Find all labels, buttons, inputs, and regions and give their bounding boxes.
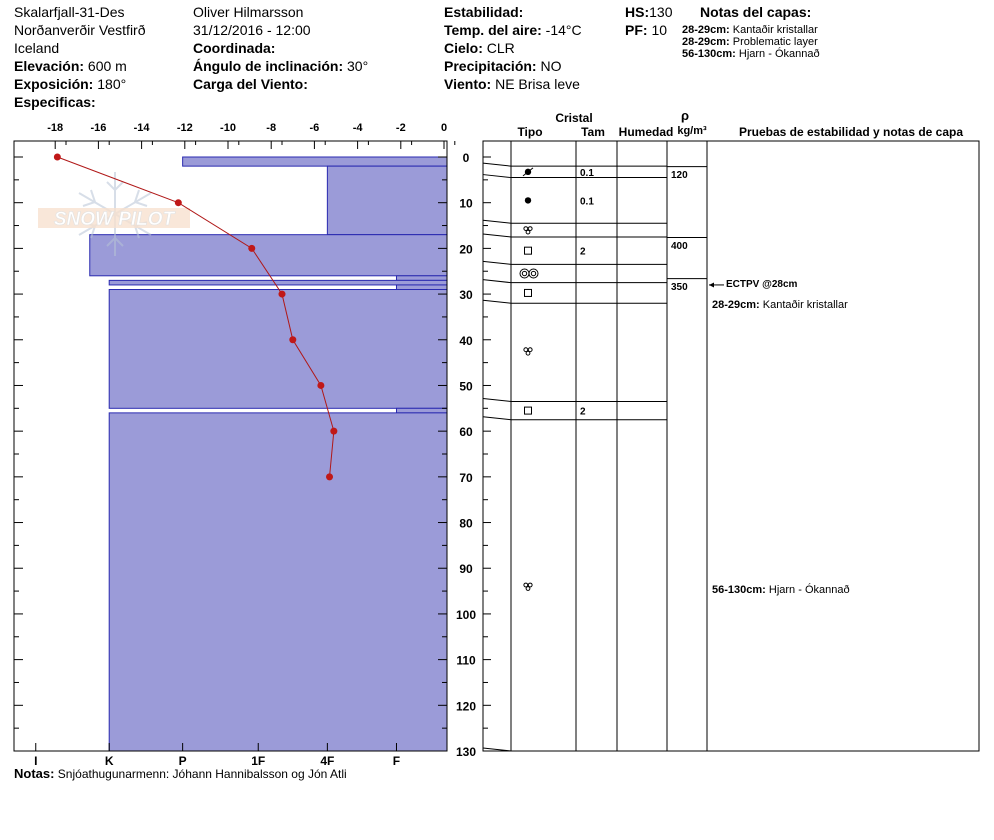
temperature-tick-label: -18 [47, 122, 64, 134]
temperature-point [279, 291, 286, 298]
density-value: 120 [671, 170, 688, 182]
stability-test-arrowhead [709, 282, 714, 287]
depth-tick-label: 70 [459, 470, 473, 485]
layer-note [712, 299, 848, 312]
grain-size-value: 0.1 [580, 196, 594, 208]
hardness-tick-label: 1F [251, 754, 266, 768]
temperature-tick-label: -12 [176, 122, 193, 134]
boundary-connector [483, 234, 511, 237]
temperature-tick-label: -14 [133, 122, 150, 134]
depth-tick-label: 0 [462, 151, 470, 165]
region-name: Norðanverðir Vestfirð [14, 22, 146, 38]
depth-tick-label: 130 [455, 745, 477, 759]
hardness-layer-bar [327, 166, 447, 235]
depth-tick-label: 120 [455, 699, 477, 714]
temperature-point [54, 154, 61, 161]
layer-notes-title: Notas del capas: [700, 4, 812, 20]
wind-row: Viento: NE Brisa leve [444, 76, 580, 92]
hs-row: HS:130 [625, 4, 673, 20]
rounded-grain-symbol [525, 197, 531, 203]
grain-size-value: 2 [580, 246, 586, 258]
boundary-connector [483, 261, 511, 264]
hardness-layer-bar [396, 276, 447, 281]
slope-row: Ángulo de inclinación: 30° [193, 58, 369, 74]
hardness-layer-bar [396, 285, 447, 290]
hardness-layer-bar [90, 235, 447, 276]
temperature-point [326, 473, 333, 480]
depth-tick-label: 80 [459, 516, 473, 531]
faceted-grain-symbol [525, 407, 532, 414]
faceted-grain-symbol [525, 247, 532, 254]
boundary-connector [483, 398, 511, 401]
density-value: 400 [671, 240, 688, 252]
notes-row: Notas: Snjóathugunarmenn: Jóhann Hannibalsson og Jón Atli [14, 766, 347, 781]
layer-note-depth: 56-130cm: [712, 584, 766, 597]
melt-freeze-grain-symbol [526, 351, 530, 355]
temperature-point [175, 199, 182, 206]
temperature-point [248, 245, 255, 252]
observer-name: Oliver Hilmarsson [193, 4, 304, 20]
temperature-tick-label: -6 [309, 122, 320, 134]
depth-tick-label: 50 [459, 379, 473, 394]
temperature-tick-label: -10 [220, 122, 236, 134]
layer-note-item: 28-29cm: Problematic layer [682, 36, 818, 48]
temperature-point [330, 428, 337, 435]
precip-row: Precipitación: NO [444, 58, 562, 74]
hardness-layer-bar [109, 280, 447, 285]
density-symbol-header: ρ [680, 108, 690, 123]
density-unit-header: kg/m³ [677, 125, 707, 137]
clustered-grain-symbol [531, 271, 535, 275]
specifics-row: Especificas: [14, 94, 96, 110]
layer-note-depth: 28-29cm: [712, 298, 760, 311]
grain-size-value: 0.1 [580, 167, 594, 179]
moisture-header: Humedad [618, 125, 674, 139]
temperature-tick-label: -4 [352, 122, 363, 134]
stability-row: Estabilidad: [444, 4, 524, 20]
country-name: Iceland [14, 40, 60, 56]
depth-tick-label: 30 [459, 288, 473, 303]
faceted-grain-symbol [525, 289, 532, 296]
hardness-tick-label: F [392, 754, 401, 768]
depth-tick-label: 60 [459, 425, 473, 440]
temperature-tick-label: -16 [90, 122, 107, 134]
hardness-tick-label: I [34, 754, 38, 768]
grain-size-value: 2 [580, 406, 586, 418]
boundary-connector [483, 417, 511, 420]
observation-datetime: 31/12/2016 - 12:00 [193, 22, 311, 38]
air-temp-row: Temp. del aire: -14°C [444, 22, 582, 38]
stability-test-result: ECTPV @28cm [726, 278, 798, 290]
type-header: Tipo [517, 125, 543, 139]
elevation-row: Elevación: 600 m [14, 58, 127, 74]
clustered-grain-symbol [520, 269, 529, 278]
depth-tick-label: 90 [459, 562, 473, 577]
layer-note-item: 28-29cm: Kantaðir kristallar [682, 24, 818, 36]
hardness-tick-label: 4F [320, 754, 335, 768]
tests-header: Pruebas de estabilidad y notas de capa [738, 125, 964, 139]
depth-tick-label: 40 [459, 333, 473, 348]
coordinate-row: Coordinada: [193, 40, 276, 56]
temperature-point [317, 382, 324, 389]
sky-row: Cielo: CLR [444, 40, 515, 56]
exposure-row: Exposición: 180° [14, 76, 127, 92]
hardness-layer-bar [109, 413, 447, 751]
density-value: 350 [671, 282, 688, 294]
boundary-connector [483, 175, 511, 178]
temperature-point [289, 336, 296, 343]
clustered-grain-symbol [522, 271, 526, 275]
boundary-connector [483, 220, 511, 223]
boundary-connector [483, 163, 511, 166]
temperature-tick-label: -2 [395, 122, 406, 134]
svg-text:SNOW PILOT: SNOW PILOT [53, 209, 175, 230]
hardness-layer-bar [183, 157, 447, 166]
boundary-connector [483, 300, 511, 303]
crystal-header: Cristal [555, 111, 593, 125]
grain-table-frame [483, 141, 979, 751]
depth-tick-label: 110 [456, 653, 476, 668]
hardness-layer-bar [109, 290, 447, 409]
layer-note-text: Kantaðir kristallar [762, 298, 848, 311]
temperature-tick-label: 0 [440, 122, 448, 134]
depth-tick-label: 100 [455, 607, 477, 622]
layer-note-item: 56-130cm: Hjarn - Ókannað [682, 48, 820, 60]
depth-tick-label: 20 [459, 242, 473, 257]
layer-note [712, 584, 850, 597]
pf-row: PF: 10 [625, 22, 668, 38]
wind-load-row: Carga del Viento: [193, 76, 308, 92]
melt-freeze-grain-symbol [526, 587, 530, 591]
temperature-tick-label: -8 [266, 122, 277, 134]
size-header: Tam [581, 125, 605, 139]
hardness-tick-label: K [104, 754, 114, 768]
hardness-layer-bar [396, 408, 447, 413]
location-name: Skalarfjall-31-Des [14, 4, 125, 20]
clustered-grain-symbol [529, 269, 538, 278]
melt-freeze-grain-symbol [526, 230, 530, 234]
notes-text: Snjóathugunarmenn: Jóhann Hannibalsson og Jón Atli [57, 767, 347, 781]
hardness-tick-label: P [178, 754, 187, 768]
boundary-connector [483, 280, 511, 283]
depth-tick-label: 10 [459, 196, 473, 211]
layer-note-text: Hjarn - Ókannað [768, 584, 850, 597]
